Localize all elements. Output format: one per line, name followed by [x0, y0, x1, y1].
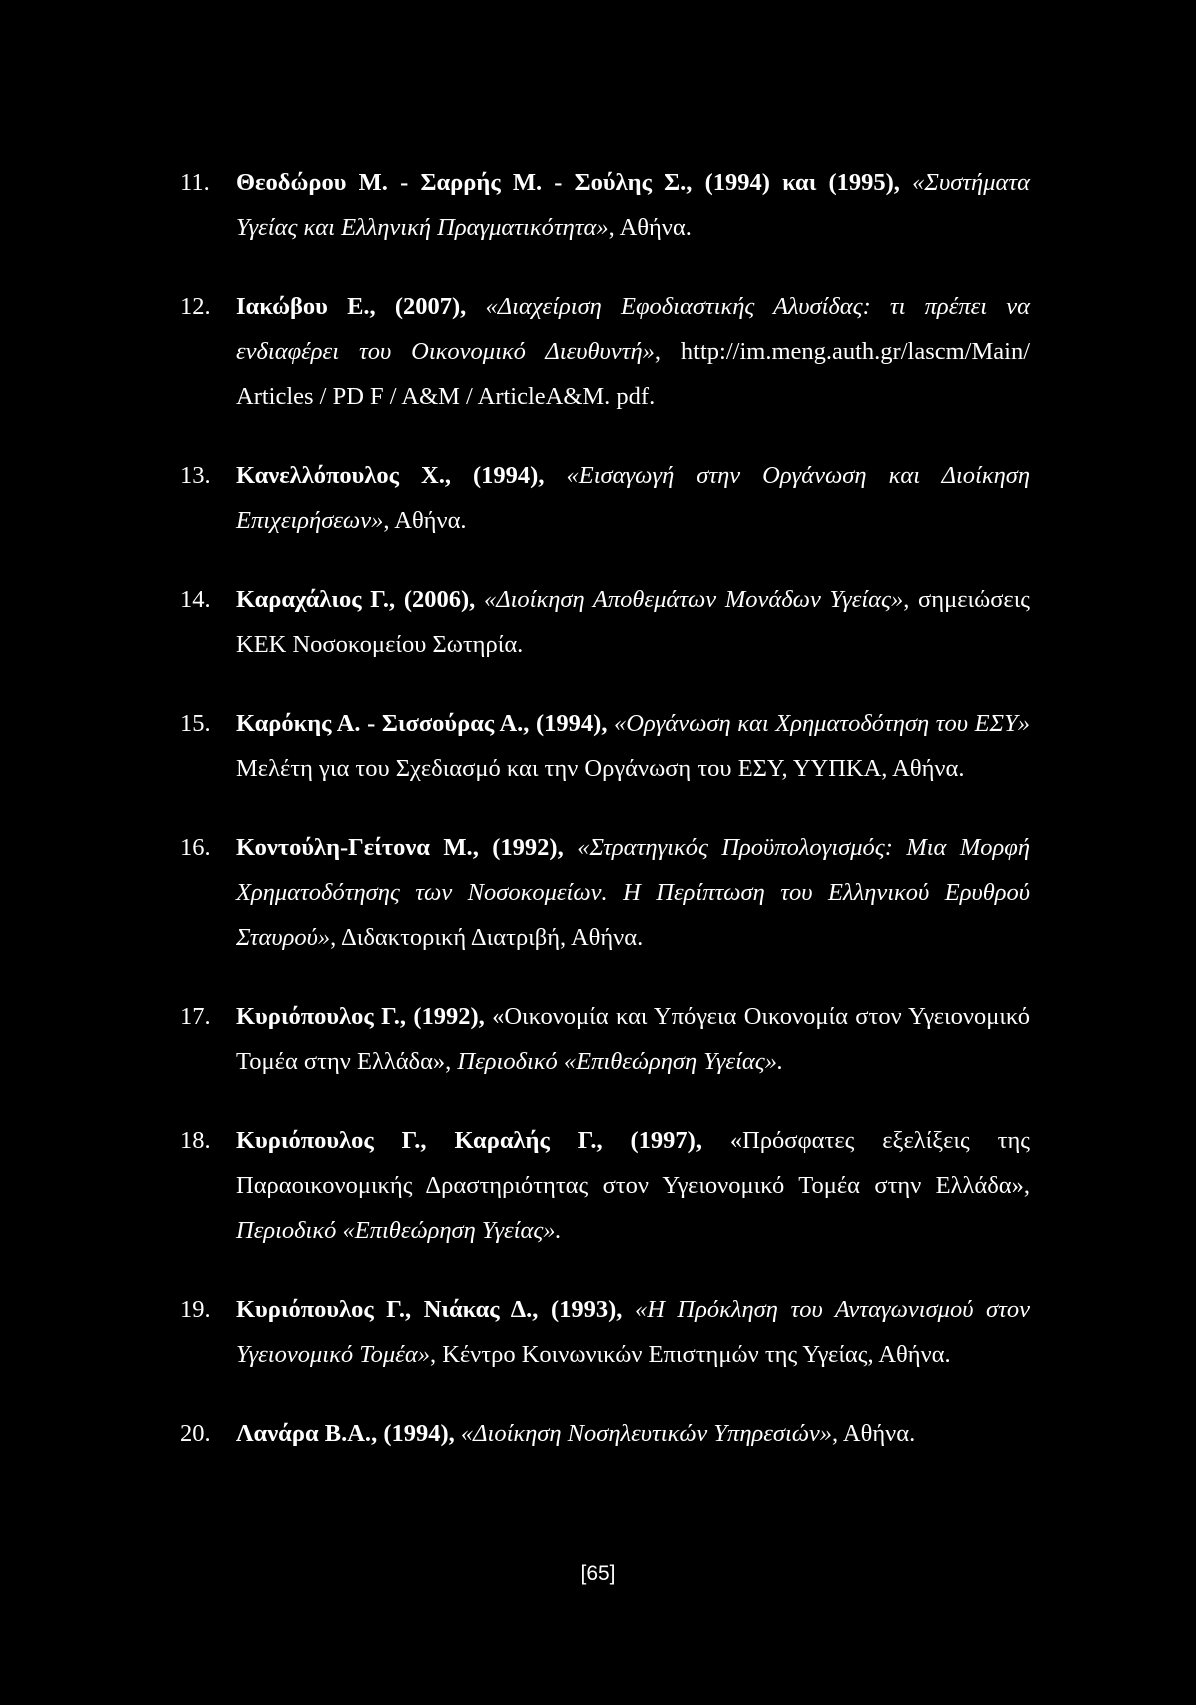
reference-authors: Κυριόπουλος Γ.: [236, 1003, 400, 1030]
reference-journal: Περιοδικό «Επιθεώρηση Υγείας».: [457, 1048, 784, 1075]
reference-text: [236, 160, 1030, 250]
reference-item: [180, 994, 1030, 1084]
reference-text: [236, 1118, 1030, 1253]
reference-year: , (1994),: [523, 710, 615, 737]
reference-text: [236, 825, 1030, 960]
reference-title: «Εισαγωγή στην Οργάνωση και Διοίκηση Επιχειρήσεων»: [236, 462, 1030, 534]
reference-authors: Κανελλόπουλος Χ.: [236, 462, 445, 489]
reference-title: «Οργάνωση και Χρηματοδότηση του ΕΣΥ»: [614, 710, 1030, 737]
reference-text: [236, 1411, 1030, 1456]
reference-year: , (2006),: [389, 586, 484, 613]
reference-item: [180, 701, 1030, 791]
reference-text: [236, 284, 1030, 419]
reference-title: «Διοίκηση Αποθεμάτων Μονάδων Υγείας»: [484, 586, 904, 613]
reference-year: , (1992),: [399, 1003, 493, 1030]
reference-journal: Περιοδικό «Επιθεώρηση Υγείας».: [236, 1217, 562, 1244]
reference-title: «Διαχείριση Εφοδιαστικής Αλυσίδας: τι πρέπει να ενδιαφέρει του Οικονομικό Διευθυντή»: [236, 293, 1031, 365]
reference-text: [236, 453, 1030, 543]
reference-details: «Πρόσφατες εξελίξεις της Παραοικονομικής Δραστηριότητας στον Υγειονομικό Τομέα στην Ελλάδα»,: [236, 1127, 1030, 1199]
reference-number: 11.: [180, 169, 210, 196]
reference-number: 16.: [180, 834, 211, 861]
reference-number: 13.: [180, 462, 211, 489]
reference-title: «Διοίκηση Νοσηλευτικών Υπηρεσιών»: [460, 1420, 833, 1447]
reference-authors: Κυριόπουλος Γ., Νιάκας Δ.: [236, 1296, 533, 1323]
reference-number: 18.: [180, 1127, 211, 1154]
page-number: [65]: [580, 1562, 616, 1585]
reference-number: 12.: [180, 293, 211, 320]
reference-authors: Κοντούλη-Γείτονα Μ.: [236, 834, 473, 861]
reference-year: , (1993),: [532, 1296, 635, 1323]
reference-item: [180, 1287, 1030, 1377]
reference-details: , Διδακτορική Διατριβή, Αθήνα.: [330, 924, 644, 951]
reference-text: [236, 994, 1030, 1084]
reference-details: , Κέντρο Κοινωνικών Επιστημών της Υγείας, Αθήνα.: [429, 1341, 951, 1368]
reference-item: [180, 160, 1030, 250]
reference-details: , σημειώσεις ΚΕΚ Νοσοκομείου Σωτηρία.: [236, 586, 1030, 658]
reference-details: Μελέτη για του Σχεδιασμό και την Οργάνωση του ΕΣΥ, ΥΥΠΚΑ, Αθήνα.: [236, 755, 965, 782]
reference-text: [236, 1287, 1030, 1377]
reference-item: [180, 1411, 1030, 1456]
reference-details: , Αθήνα.: [608, 214, 692, 241]
reference-title: «Η Πρόκληση του Ανταγωνισμού στον Υγειονομικό Τομέα»: [236, 1296, 1030, 1368]
reference-item: [180, 1118, 1030, 1253]
reference-authors: Καρόκης Α. - Σισσούρας Α.: [236, 710, 524, 737]
reference-title: «Στρατηγικός Προϋπολογισμός: Μια Μορφή Χρηματοδότησης των Νοσοκομείων. Η Περίπτωση του Ελληνικού Ερυθρού Σταυρού»: [236, 834, 1030, 951]
reference-text: [236, 577, 1030, 667]
reference-title: «Συστήματα Υγείας και Ελληνική Πραγματικότητα»: [236, 169, 1030, 241]
reference-list: [180, 160, 1030, 1490]
reference-item: [180, 577, 1030, 667]
reference-year: , (1994),: [444, 462, 567, 489]
reference-authors: Λανάρα Β.Α.: [236, 1420, 372, 1447]
reference-details: , http://im.meng.auth.gr/lascm/Main/ Articles / PD F / A&M / ArticleA&M. pdf.: [236, 338, 1030, 410]
reference-year: , (1994) και (1995),: [686, 169, 913, 196]
reference-item: [180, 284, 1030, 419]
reference-year: , (1992),: [472, 834, 578, 861]
reference-authors: Ιακώβου Ε.: [236, 293, 370, 320]
reference-text: [236, 701, 1030, 791]
reference-number: 15.: [180, 710, 211, 737]
reference-authors: Καραχάλιος Γ.: [236, 586, 390, 613]
reference-number: 19.: [180, 1296, 211, 1323]
reference-authors: Κυριόπουλος Γ., Καραλής Γ.: [236, 1127, 597, 1154]
reference-year: , (1994),: [371, 1420, 461, 1447]
reference-number: 20.: [180, 1420, 211, 1447]
reference-details: «Οικονομία και Υπόγεια Οικονομία στον Υγειονομικό Τομέα στην Ελλάδα»,: [236, 1003, 1030, 1075]
reference-number: 17.: [180, 1003, 211, 1030]
reference-item: [180, 453, 1030, 543]
reference-number: 14.: [180, 586, 211, 613]
reference-details: , Αθήνα.: [832, 1420, 916, 1447]
reference-item: [180, 825, 1030, 960]
reference-details: , Αθήνα.: [383, 507, 467, 534]
reference-year: , (1997),: [596, 1127, 730, 1154]
reference-year: , (2007),: [369, 293, 486, 320]
reference-authors: Θεοδώρου Μ. - Σαρρής Μ. - Σούλης Σ.: [236, 169, 687, 196]
